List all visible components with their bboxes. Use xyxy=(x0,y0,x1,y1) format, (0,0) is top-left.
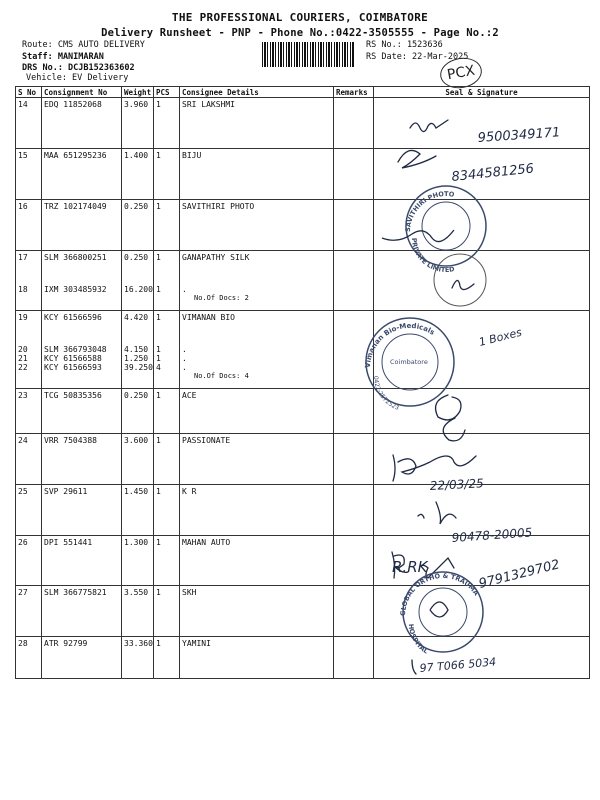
row-consignee: K R xyxy=(180,485,334,536)
rs-date: RS Date: 22-Mar-2025 xyxy=(366,52,469,62)
row-pcs: 1 1 xyxy=(154,251,180,311)
row-pcs: 1 xyxy=(154,149,180,200)
row-signature xyxy=(374,149,590,200)
vehicle-label: Vehicle: EV Delivery xyxy=(26,73,129,83)
page-title: THE PROFESSIONAL COURIERS, COIMBATORE xyxy=(171,11,429,24)
col-consignee: Consignee Details xyxy=(180,87,334,98)
row-sno: 23 xyxy=(16,389,42,434)
row-weight: 1.300 xyxy=(122,536,154,586)
table-row xyxy=(16,586,590,637)
row-consignment: KCY 61566596 SLM 366793048 KCY 61566588 KCY 61566593 xyxy=(42,311,122,389)
row-pcs: 1 xyxy=(154,200,180,251)
row-remarks xyxy=(334,149,374,200)
row-consignee: YAMINI xyxy=(180,637,334,679)
row-signature xyxy=(374,586,590,637)
row-consignee: SKH xyxy=(180,586,334,637)
row-weight: 3.600 xyxy=(122,434,154,485)
row-weight: 0.250 xyxy=(122,200,154,251)
row-consignment: TRZ 102174049 xyxy=(42,200,122,251)
stamp-global-top: GLOBAL ORTHO & TRAUMA xyxy=(398,571,481,617)
table-row xyxy=(16,434,590,485)
col-remarks: Remarks xyxy=(334,87,374,98)
table-row xyxy=(16,637,590,679)
handwritten-phone-27: 9791329702 xyxy=(477,557,562,592)
row-sno: 24 xyxy=(16,434,42,485)
row-sno: 28 xyxy=(16,637,42,679)
table-row xyxy=(16,149,590,200)
handwritten-boxes-19: 1 Boxes xyxy=(477,325,524,349)
row-weight: 33.360 xyxy=(122,637,154,679)
row-consignment: SLM 366775821 xyxy=(42,586,122,637)
handwritten-phone-25: 90478-20005 xyxy=(451,525,533,545)
row-consignee: ACE xyxy=(180,389,334,434)
row-remarks xyxy=(334,536,374,586)
row-sno: 19 20 21 22 xyxy=(16,311,42,389)
row-signature xyxy=(374,637,590,679)
barcode xyxy=(262,42,354,67)
row-consignment: SVP 29611 xyxy=(42,485,122,536)
row-pcs: 1 xyxy=(154,536,180,586)
row-remarks xyxy=(334,434,374,485)
row-remarks xyxy=(334,98,374,149)
drs-label: DRS No.: DCJB152363602 xyxy=(22,63,135,73)
row-consignee: GANAPATHY SILK . No.Of Docs: 2 xyxy=(180,251,334,311)
row-weight: 0.250 xyxy=(122,389,154,434)
row-sno: 17 18 xyxy=(16,251,42,311)
stamp-vimanan-bottom: 0422-2572523 xyxy=(371,375,400,412)
stamp-savithiri-bottom: PRIVATE LIMITED xyxy=(409,237,456,275)
row-signature xyxy=(374,434,590,485)
handwritten-sign-26: R.RK xyxy=(392,558,428,576)
row-consignment: EDQ 11852068 xyxy=(42,98,122,149)
table-row xyxy=(16,251,590,311)
row-signature xyxy=(374,311,590,389)
row-pcs: 1 xyxy=(154,485,180,536)
table-row xyxy=(16,311,590,389)
row-pcs: 1 xyxy=(154,637,180,679)
handwritten-phone-14: 9500349171 xyxy=(477,125,561,146)
row-signature xyxy=(374,200,590,251)
row-weight: 3.550 xyxy=(122,586,154,637)
table-row xyxy=(16,98,590,149)
row-consignee: MAHAN AUTO xyxy=(180,536,334,586)
table-row xyxy=(16,485,590,536)
row-sno: 16 xyxy=(16,200,42,251)
row-signature xyxy=(374,536,590,586)
col-sno: S No xyxy=(16,87,42,98)
staff-label: Staff: MANIMARAN xyxy=(22,52,104,62)
row-consignment: VRR 7504388 xyxy=(42,434,122,485)
handwritten-phone-28: 97 T066 5034 xyxy=(419,655,497,675)
row-weight: 3.960 xyxy=(122,98,154,149)
row-sno: 27 xyxy=(16,586,42,637)
row-remarks xyxy=(334,637,374,679)
col-pcs: PCS xyxy=(154,87,180,98)
row-pcs: 1 xyxy=(154,98,180,149)
rs-number: RS No.: 1523636 xyxy=(366,40,443,50)
row-signature xyxy=(374,389,590,434)
row-pcs: 1 xyxy=(154,586,180,637)
table-row xyxy=(16,200,590,251)
stamp-vimanan-top: Vimanan Bio-Medicals xyxy=(363,321,436,369)
row-remarks xyxy=(334,251,374,311)
row-weight: 0.250 16.200 xyxy=(122,251,154,311)
stamp-savithiri-top: SAVITHIRI PHOTO xyxy=(403,189,455,233)
row-remarks xyxy=(334,485,374,536)
row-signature xyxy=(374,98,590,149)
row-pcs: 1 xyxy=(154,434,180,485)
row-consignee: BIJU xyxy=(180,149,334,200)
table-row xyxy=(16,389,590,434)
row-sno: 25 xyxy=(16,485,42,536)
row-remarks xyxy=(334,586,374,637)
row-remarks xyxy=(334,389,374,434)
row-consignment: MAA 651295236 xyxy=(42,149,122,200)
row-remarks xyxy=(334,311,374,389)
row-consignment: TCG 50835356 xyxy=(42,389,122,434)
route-label: Route: CMS AUTO DELIVERY xyxy=(22,40,145,50)
stamp-global-bottom: HOSPITAL xyxy=(406,623,430,656)
col-signature: Seal & Signature xyxy=(374,87,590,98)
row-sno: 15 xyxy=(16,149,42,200)
col-weight: Weight xyxy=(122,87,154,98)
handwritten-date-24: 22/03/25 xyxy=(429,476,484,493)
row-consignment: SLM 366800251 IXM 303485932 xyxy=(42,251,122,311)
row-sno: 26 xyxy=(16,536,42,586)
row-sno: 14 xyxy=(16,98,42,149)
runsheet-table xyxy=(15,86,590,679)
row-signature xyxy=(374,485,590,536)
row-weight: 1.400 xyxy=(122,149,154,200)
row-consignee: PASSIONATE xyxy=(180,434,334,485)
row-consignment: DPI 551441 xyxy=(42,536,122,586)
row-consignee: SRI LAKSHMI xyxy=(180,98,334,149)
row-consignee: SAVITHIRI PHOTO xyxy=(180,200,334,251)
table-header xyxy=(16,87,590,98)
row-weight: 1.450 xyxy=(122,485,154,536)
handwritten-phone-15: 8344581256 xyxy=(450,161,535,185)
row-signature xyxy=(374,251,590,311)
page-subtitle: Delivery Runsheet - PNP - Phone No.:0422-3505555 - Page No.:2 xyxy=(101,27,499,39)
row-consignee: VIMANAN BIO . . . No.Of Docs: 4 xyxy=(180,311,334,389)
row-pcs: 1 1 1 4 xyxy=(154,311,180,389)
row-weight: 4.420 4.150 1.250 39.250 xyxy=(122,311,154,389)
row-remarks xyxy=(334,200,374,251)
col-consignment: Consignment No xyxy=(42,87,122,98)
pcx-stamp: PCX xyxy=(438,55,485,92)
table-row xyxy=(16,536,590,586)
stamp-vimanan-mid: Coimbatore xyxy=(390,358,428,366)
row-pcs: 1 xyxy=(154,389,180,434)
row-consignment: ATR 92799 xyxy=(42,637,122,679)
